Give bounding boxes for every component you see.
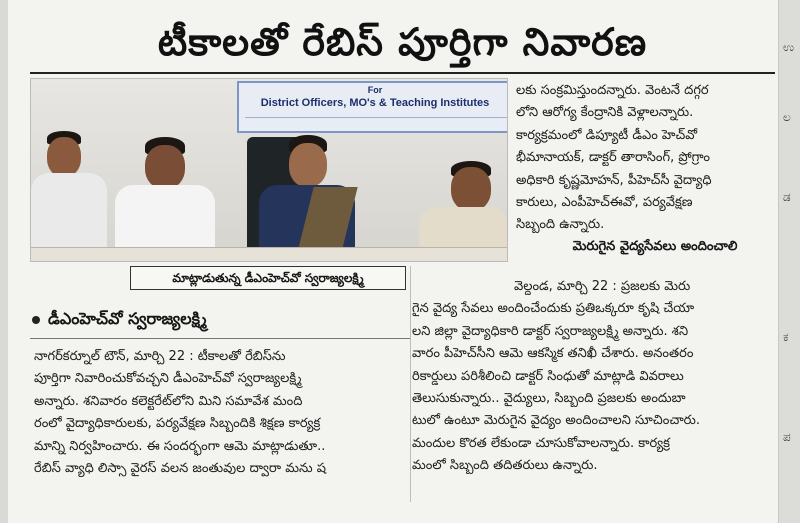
page-edge-right xyxy=(778,0,800,523)
body-line: లని జిల్లా వైద్యాధికారి డాక్టర్ స్వరాజ్యలక్ష్మి అన్నారు. శని xyxy=(412,323,689,339)
right-subhead: మెరుగైన వైద్యసేవలు అందించాలి xyxy=(572,239,738,254)
body-line: కార్యక్రమంలో డిప్యూటీ డీఎం హెచ్‌వో xyxy=(516,127,698,143)
body-line: సిబ్బంది ఉన్నారు. xyxy=(516,217,605,233)
body-line: మందుల కొరత లేకుండా చూసుకోవాలన్నారు. కార్యక్ర xyxy=(412,435,670,451)
body-line: మాన్ని నిర్వహించారు. ఈ సందర్భంగా ఆమె మాట్లాడుతూ.. xyxy=(34,438,326,454)
news-photo xyxy=(30,78,508,262)
body-column-left xyxy=(34,346,408,480)
photo-caption: మాట్లాడుతున్న డీఎంహెచ్‌వో స్వరాజ్యలక్ష్మి xyxy=(172,271,364,285)
bullet-dot xyxy=(32,316,40,324)
body-line: రేబిస్ వ్యాధి లిస్సా వైరస్ వలన జంతువుల ద్వారా మను ష xyxy=(34,461,327,477)
body-line: గైన వైద్య సేవలు అందించేందుకు ప్రతిఒక్కరూ కృషి చేయా xyxy=(412,301,695,317)
headline: టీకాలతో రేబిస్ పూర్తిగా నివారణ xyxy=(157,20,648,64)
body-line: అధికారి కృష్ణమోహన్, పీహెచ్‌సీ వైద్యాధి xyxy=(516,172,712,188)
photo-caption-box xyxy=(130,266,406,290)
body-line: భీమానాయక్, డాక్టర్ తారాసింగ్, ప్రోగ్రాం xyxy=(516,150,711,166)
person-1 xyxy=(31,129,111,262)
body-line: రంలో వైద్యాధికారులకు, పర్యవేక్షణ సిబ్బందికి శిక్షణ కార్యక్ర xyxy=(34,416,321,432)
body-line: వారం పీహెచ్‌సీని ఆమె ఆకస్మిక తనిఖీ చేశారు. అనంతరం xyxy=(412,346,694,362)
body-line: రికార్డులు పరిశీలించి డాక్టర్ సింధుతో మాట్లాడి వివరాలు xyxy=(412,368,684,384)
body-line: కారులు, ఎంపీహెచ్‌ఈవో, పర్యవేక్షణ xyxy=(516,195,693,211)
edge-glyph: ಉ xyxy=(783,40,795,54)
body-line: లకు సంక్రమిస్తుందన్నారు. వెంటనే దగ్గర xyxy=(516,83,709,98)
banner-lower-rule xyxy=(245,117,508,131)
body-line: వెల్దండ, మార్చి 22 : ప్రజలకు మెరు xyxy=(514,279,691,294)
edge-glyph: ಲ xyxy=(783,110,791,124)
person-2 xyxy=(115,137,215,262)
page-edge-left xyxy=(0,0,8,523)
body-line: తెలుసుకున్నారు.. వైద్యులు, సిబ్బంది ప్రజలకు అందుబా xyxy=(412,391,686,407)
body-line: నాగర్‌కర్నూల్ టౌన్, మార్చి 22 : టీకాలతో రేబిస్‌ను xyxy=(34,349,286,364)
subhead-rule xyxy=(30,338,410,339)
body-line: టులో ఉంటూ మెరుగైన వైద్యం అందించాలని సూచించారు. xyxy=(412,413,700,429)
person-3 xyxy=(251,135,361,262)
subhead-text: డీఎంహెచ్‌వో స్వరాజ్యలక్ష్మి xyxy=(48,309,207,328)
body-line: అన్నారు. శనివారం కలెక్టరేట్‌లోని మిని సమావేశ మంది xyxy=(34,393,303,409)
body-column-right-top xyxy=(516,80,778,237)
headline-rule xyxy=(30,72,775,74)
table-edge xyxy=(31,247,508,261)
body-line: మంలో సిబ్బంది తదితరులు ఉన్నారు. xyxy=(412,458,598,474)
edge-glyph: ಪ xyxy=(783,430,791,444)
subhead xyxy=(32,302,408,336)
meeting-banner xyxy=(237,81,508,133)
banner-line2: District Officers, MO's & Teaching Institutes xyxy=(260,97,490,109)
edge-glyph: ಡ xyxy=(783,190,791,204)
body-line: పూర్తిగా నివారించుకోవచ్చని డీఎంహెచ్‌వో స్వరాజ్యలక్ష్మి xyxy=(34,371,302,387)
body-column-right-bottom xyxy=(412,276,780,478)
edge-glyph: ಕ xyxy=(783,330,789,344)
body-line: లోని ఆరోగ్య కేంద్రానికి వెళ్లాలన్నారు. xyxy=(516,105,694,121)
banner-line1: For xyxy=(367,85,383,95)
column-divider xyxy=(410,266,411,502)
